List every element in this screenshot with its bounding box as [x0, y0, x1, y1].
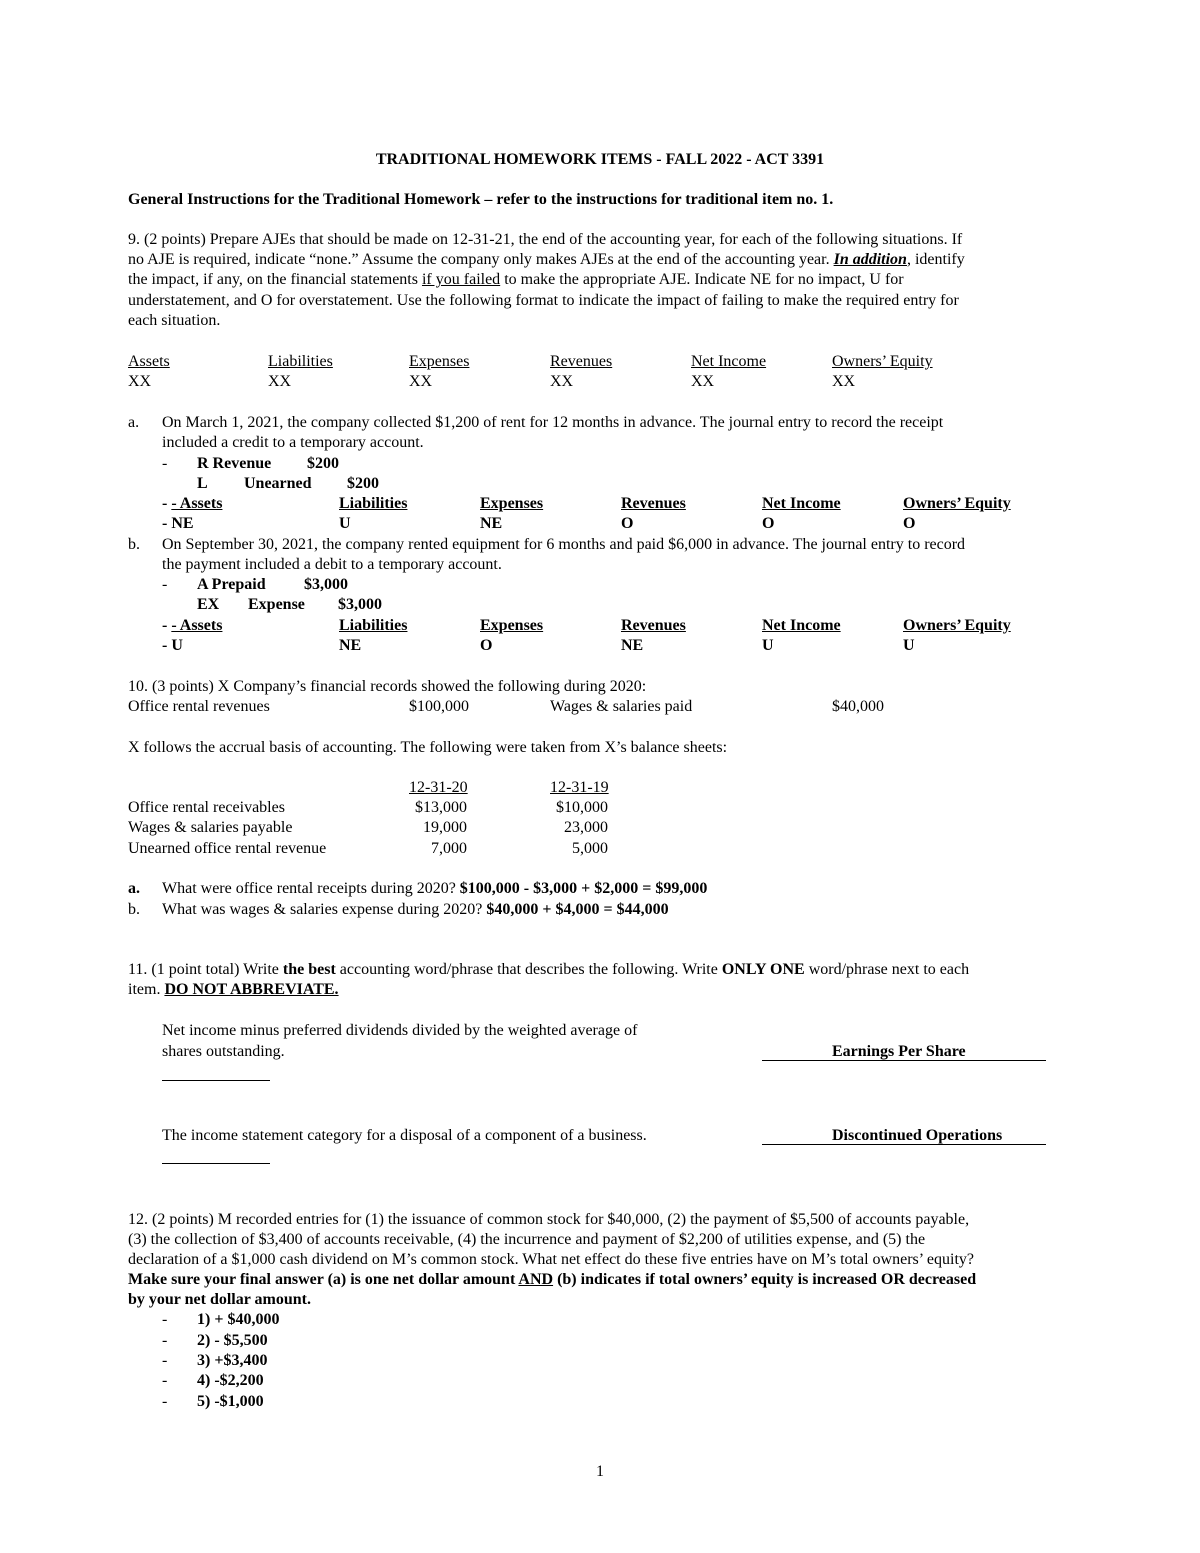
q10b-label: b.: [128, 901, 140, 918]
q9a-entry-debit-amount: $200: [307, 455, 339, 472]
format-header-expenses: Expenses: [409, 353, 470, 370]
q9b-label: b.: [128, 536, 140, 553]
q9a-text-1: On March 1, 2021, the company collected $1,200 of rent for 12 months in advance. The journal entry to record the receipt: [162, 414, 944, 431]
q9a-entry-debit-account: R Revenue: [197, 455, 272, 472]
q9b-text-1: On September 30, 2021, the company rented equipment for 6 months and paid $6,000 in advance. The journal entry to record: [162, 536, 966, 553]
q10a-label: a.: [128, 880, 140, 897]
q9a-entry-credit-amount: $200: [347, 475, 379, 492]
q9a-value-expenses: NE: [480, 515, 503, 532]
q12-line-5: by your net dollar amount.: [128, 1291, 311, 1308]
q9-line-5: each situation.: [128, 312, 221, 329]
list-bullet: -: [162, 1352, 168, 1369]
q9a-value-net-income: O: [762, 515, 775, 532]
q11-line-1: 11. (1 point total) Write the best accounting word/phrase that describes the following. Write ONLY ONE word/phrase next to each: [128, 961, 970, 978]
q9b-entry-credit-amount: $3,000: [338, 596, 382, 613]
format-header-liabilities: Liabilities: [268, 353, 333, 370]
q10-row-label: Office rental receivables: [128, 799, 285, 816]
q10-accrual-text: X follows the accrual basis of accounting. The following were taken from X’s balance sheets:: [128, 739, 728, 756]
q10-row-value: 19,000: [423, 819, 467, 836]
q10a-question: What were office rental receipts during 2020? $100,000 - $3,000 + $2,000 = $99,000: [162, 880, 708, 897]
format-header-assets: Assets: [128, 353, 170, 370]
q9b-value-expenses: O: [480, 637, 493, 654]
q12-line-4: Make sure your final answer (a) is one net dollar amount AND (b) indicates if total owners’ equity is increased OR decreased: [128, 1271, 977, 1288]
q9a-entry-credit-code: L: [197, 475, 208, 492]
general-instructions: General Instructions for the Traditional Homework – refer to the instructions for traditional item no. 1.: [128, 191, 834, 208]
q9b-header-revenues: Revenues: [621, 617, 686, 634]
q9a-value-liabilities: U: [339, 515, 351, 532]
q9b-header-owners-equity: Owners’ Equity: [903, 617, 1011, 634]
q10-col-header-2019: 12-31-19: [550, 779, 609, 796]
q10-row-label: Wages & salaries payable: [128, 819, 293, 836]
q10-row-value: 7,000: [431, 840, 467, 857]
list-bullet: -: [162, 1311, 168, 1328]
q9a-dash: -: [162, 455, 168, 472]
q9a-header-revenues: Revenues: [621, 495, 686, 512]
q12-line-1: 12. (2 points) M recorded entries for (1) the issuance of common stock for $40,000, (2) the payment of $5,500 of accounts payable,: [128, 1211, 970, 1228]
q10-row-value: $13,000: [415, 799, 467, 816]
q9b-value-revenues: NE: [621, 637, 644, 654]
q12-answer-item: 5) -$1,000: [197, 1393, 264, 1410]
q9b-entry-debit-account: A Prepaid: [197, 576, 266, 593]
q9-line-4: understatement, and O for overstatement. Use the following format to indicate the impact of failing to make the required entry for: [128, 292, 959, 309]
q9a-header-liabilities: Liabilities: [339, 495, 408, 512]
format-header-revenues: Revenues: [550, 353, 613, 370]
q9a-value-owners-equity: O: [903, 515, 916, 532]
q9a-value-assets: - NE: [162, 515, 194, 532]
q9a-header-expenses: Expenses: [480, 495, 544, 512]
q10-revenue-amount: $100,000: [409, 698, 469, 715]
q9b-header-liabilities: Liabilities: [339, 617, 408, 634]
q10-row-value: 23,000: [564, 819, 608, 836]
q9b-header-expenses: Expenses: [480, 617, 544, 634]
format-header-net-income: Net Income: [691, 353, 767, 370]
format-value: XX: [128, 373, 152, 390]
q11-item1-text-1: Net income minus preferred dividends divided by the weighted average of: [162, 1022, 638, 1039]
q9-line-1: 9. (2 points) Prepare AJEs that should be made on 12-31-21, the end of the accounting year, for each of the following situations. If: [128, 231, 963, 248]
q11-item1-text-2: shares outstanding.: [162, 1043, 285, 1060]
q9-line-2: no AJE is required, indicate “none.” Assume the company only makes AJEs at the end of the accounting year. In addition, identify: [128, 251, 965, 268]
q9b-value-net-income: U: [762, 637, 774, 654]
q10-line-1: 10. (3 points) X Company’s financial records showed the following during 2020:: [128, 678, 647, 695]
format-header-owners-equity: Owners’ Equity: [832, 353, 933, 370]
q11-line-2: item. DO NOT ABBREVIATE.: [128, 981, 339, 998]
page-number: 1: [596, 1463, 604, 1480]
q9b-entry-credit-account: Expense: [248, 596, 305, 613]
q11-item2-blank-line: [162, 1163, 270, 1164]
q9a-header-owners-equity: Owners’ Equity: [903, 495, 1011, 512]
q11-item1-answer: Earnings Per Share: [832, 1043, 966, 1060]
q9b-entry-credit-code: EX: [197, 596, 220, 613]
q9b-header-net-income: Net Income: [762, 617, 841, 634]
q11-item1-blank-line: [162, 1080, 270, 1081]
format-value: XX: [550, 373, 574, 390]
q9a-label: a.: [128, 414, 140, 431]
q9a-text-2: included a credit to a temporary account.: [162, 434, 424, 451]
q9a-header-assets: - - Assets: [162, 495, 223, 512]
q9a-header-net-income: Net Income: [762, 495, 841, 512]
q10b-question: What was wages & salaries expense during 2020? $40,000 + $4,000 = $44,000: [162, 901, 669, 918]
list-bullet: -: [162, 1372, 168, 1389]
format-value: XX: [409, 373, 433, 390]
format-value: XX: [832, 373, 856, 390]
q9a-entry-credit-account: Unearned: [244, 475, 312, 492]
q12-answer-item: 3) +$3,400: [197, 1352, 268, 1369]
q12-answer-item: 2) - $5,500: [197, 1332, 268, 1349]
q9b-value-owners-equity: U: [903, 637, 915, 654]
q10-row-label: Unearned office rental revenue: [128, 840, 327, 857]
q10-wages-label: Wages & salaries paid: [550, 698, 693, 715]
q12-answer-item: 1) + $40,000: [197, 1311, 280, 1328]
q9b-value-assets: - U: [162, 637, 183, 654]
list-bullet: -: [162, 1332, 168, 1349]
q10-revenue-label: Office rental revenues: [128, 698, 270, 715]
list-bullet: -: [162, 1393, 168, 1410]
q12-answer-item: 4) -$2,200: [197, 1372, 264, 1389]
q9b-entry-debit-amount: $3,000: [304, 576, 348, 593]
q9-line-3: the impact, if any, on the financial statements if you failed to make the appropriate AJE. Indicate NE for no impact, U for: [128, 271, 904, 288]
q10-wages-amount: $40,000: [832, 698, 884, 715]
q9b-dash: -: [162, 576, 168, 593]
format-value: XX: [268, 373, 292, 390]
q9b-text-2: the payment included a debit to a temporary account.: [162, 556, 502, 573]
q9b-header-assets: - - Assets: [162, 617, 223, 634]
q11-item2-answer: Discontinued Operations: [832, 1127, 1003, 1144]
q10-col-header-2020: 12-31-20: [409, 779, 468, 796]
format-value: XX: [691, 373, 715, 390]
q11-item2-text: The income statement category for a disposal of a component of a business.: [162, 1127, 647, 1144]
q10-row-value: $10,000: [556, 799, 608, 816]
q9b-value-liabilities: NE: [339, 637, 362, 654]
q12-line-3: declaration of a $1,000 cash dividend on M’s common stock. What net effect do these five entries have on M’s total owners’ equity?: [128, 1251, 974, 1268]
q10-row-value: 5,000: [572, 840, 608, 857]
q9a-value-revenues: O: [621, 515, 634, 532]
page-title: TRADITIONAL HOMEWORK ITEMS - FALL 2022 - ACT 3391: [375, 151, 825, 168]
q12-line-2: (3) the collection of $3,400 of accounts receivable, (4) the incurrence and payment of $2,200 of utilities expense, and (5) the: [128, 1231, 926, 1248]
